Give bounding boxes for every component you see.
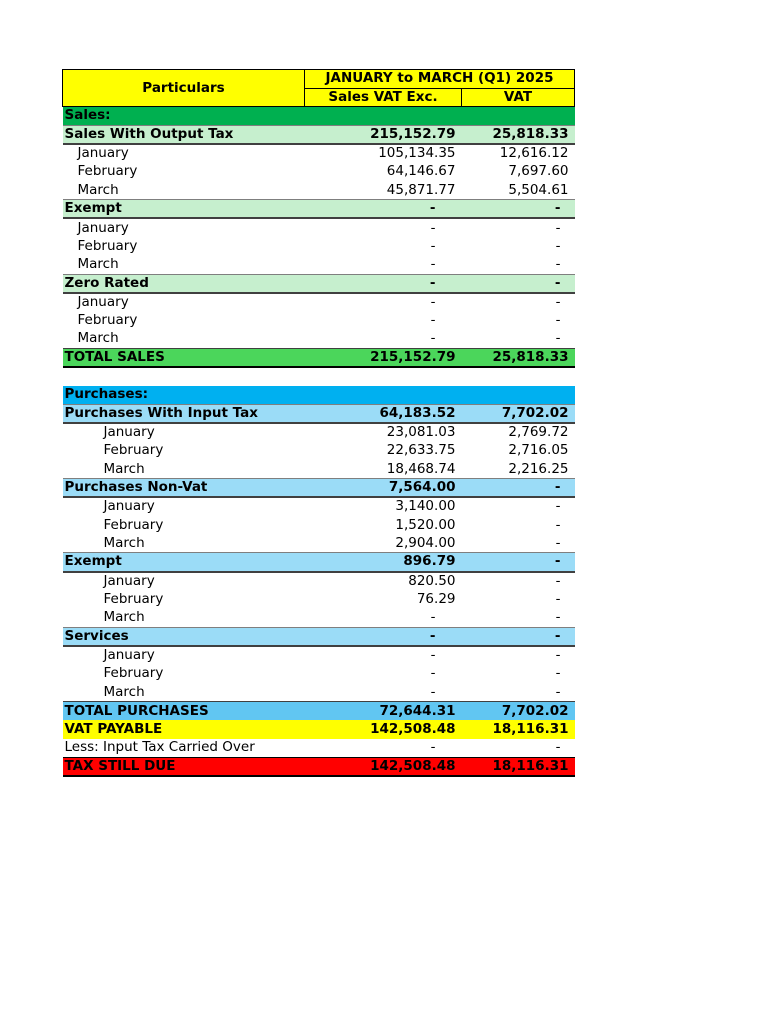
purchases-input-tax-month-row bbox=[63, 423, 575, 442]
row-amount: - bbox=[305, 200, 462, 219]
row-label: February bbox=[77, 237, 138, 254]
row-label: Zero Rated bbox=[63, 274, 305, 293]
row-label: Services bbox=[63, 627, 305, 646]
row-label: January bbox=[77, 293, 129, 310]
row-amount: 45,871.77 bbox=[386, 181, 456, 198]
row-vat: - bbox=[462, 553, 575, 572]
sales-output-tax-month-row bbox=[63, 181, 575, 200]
sales-zero-rated-group-row bbox=[63, 274, 575, 293]
row-vat: 25,818.33 bbox=[462, 125, 575, 144]
row-vat: - bbox=[555, 647, 561, 664]
purchases-input-tax-month-row bbox=[63, 460, 575, 479]
row-amount: 64,146.67 bbox=[386, 163, 456, 180]
row-amount: 215,152.79 bbox=[305, 125, 462, 144]
row-label: February bbox=[103, 516, 164, 533]
row-amount: 820.50 bbox=[408, 572, 456, 589]
row-amount: 22,633.75 bbox=[386, 442, 456, 459]
row-amount: - bbox=[430, 219, 436, 236]
row-vat: - bbox=[555, 739, 561, 756]
row-label: Purchases With Input Tax bbox=[63, 404, 305, 423]
row-label: January bbox=[103, 424, 155, 441]
row-amount: 896.79 bbox=[305, 553, 462, 572]
purchases-services-month-row bbox=[63, 646, 575, 665]
row-amount: - bbox=[305, 627, 462, 646]
row-vat: - bbox=[555, 590, 561, 607]
row-amount: - bbox=[430, 739, 436, 756]
row-label: January bbox=[77, 219, 129, 236]
row-label: March bbox=[103, 534, 145, 551]
row-label: Purchases Non-Vat bbox=[63, 479, 305, 498]
row-amount: 142,508.48 bbox=[305, 757, 462, 776]
row-vat: - bbox=[555, 330, 561, 347]
sales-output-tax-month-row bbox=[63, 162, 575, 181]
sales-section-header bbox=[63, 107, 575, 126]
row-amount: 76.29 bbox=[416, 590, 456, 607]
total-purchases-row bbox=[63, 702, 575, 721]
row-label: January bbox=[77, 145, 129, 162]
row-label: February bbox=[77, 163, 138, 180]
row-vat: 5,504.61 bbox=[508, 181, 569, 198]
row-vat: - bbox=[555, 683, 561, 700]
total-sales-row bbox=[63, 348, 575, 367]
row-amount: 215,152.79 bbox=[305, 348, 462, 367]
row-amount: - bbox=[430, 647, 436, 664]
row-amount: 142,508.48 bbox=[305, 720, 462, 739]
purchases-non-vat-group-row bbox=[63, 479, 575, 498]
row-vat: - bbox=[555, 534, 561, 551]
header-vat: VAT bbox=[462, 88, 575, 107]
row-vat: - bbox=[555, 609, 561, 626]
header-row-period bbox=[63, 70, 575, 89]
purchases-exempt-month-row bbox=[63, 572, 575, 591]
row-vat: - bbox=[555, 665, 561, 682]
row-vat: - bbox=[462, 200, 575, 219]
purchases-non-vat-month-row bbox=[63, 516, 575, 535]
row-label: March bbox=[77, 181, 119, 198]
row-vat: - bbox=[462, 274, 575, 293]
sales-zero-rated-month-row bbox=[63, 330, 575, 349]
row-label: February bbox=[103, 442, 164, 459]
row-vat: - bbox=[555, 293, 561, 310]
row-vat: - bbox=[555, 255, 561, 272]
row-amount: 23,081.03 bbox=[386, 424, 456, 441]
row-label: VAT PAYABLE bbox=[63, 720, 305, 739]
purchases-input-tax-month-row bbox=[63, 441, 575, 460]
row-amount: - bbox=[430, 255, 436, 272]
row-label: January bbox=[103, 647, 155, 664]
row-amount: 72,644.31 bbox=[305, 702, 462, 721]
purchases-non-vat-month-row bbox=[63, 497, 575, 516]
row-vat: - bbox=[462, 627, 575, 646]
row-vat: 18,116.31 bbox=[462, 757, 575, 776]
row-label: March bbox=[103, 609, 145, 626]
row-vat: 2,216.25 bbox=[508, 460, 569, 477]
row-label: February bbox=[103, 665, 164, 682]
vat-summary-body bbox=[63, 70, 575, 777]
section-title: Purchases: bbox=[63, 386, 575, 405]
row-amount: - bbox=[430, 665, 436, 682]
spacer-row bbox=[63, 367, 575, 386]
sales-output-tax-month-row bbox=[63, 144, 575, 163]
vat-summary-table bbox=[62, 69, 575, 777]
row-label: March bbox=[77, 330, 119, 347]
row-amount: - bbox=[430, 683, 436, 700]
row-vat: 7,702.02 bbox=[462, 404, 575, 423]
purchases-services-month-row bbox=[63, 665, 575, 684]
purchases-input-tax-group-row bbox=[63, 404, 575, 423]
row-label: Less: Input Tax Carried Over bbox=[64, 739, 255, 756]
sales-zero-rated-month-row bbox=[63, 293, 575, 312]
section-title: Sales: bbox=[63, 107, 575, 126]
row-vat: - bbox=[555, 498, 561, 515]
sales-output-tax-group-row bbox=[63, 125, 575, 144]
purchases-non-vat-month-row bbox=[63, 534, 575, 553]
row-label: March bbox=[103, 683, 145, 700]
sales-exempt-month-row bbox=[63, 255, 575, 274]
purchases-exempt-group-row bbox=[63, 553, 575, 572]
row-vat: 18,116.31 bbox=[462, 720, 575, 739]
purchases-section-header bbox=[63, 386, 575, 405]
row-label: March bbox=[103, 460, 145, 477]
row-vat: 12,616.12 bbox=[499, 145, 569, 162]
row-amount: 1,520.00 bbox=[395, 516, 456, 533]
row-label: March bbox=[77, 255, 119, 272]
row-amount: 64,183.52 bbox=[305, 404, 462, 423]
sales-exempt-month-row bbox=[63, 237, 575, 256]
row-label: Exempt bbox=[63, 553, 305, 572]
row-label: January bbox=[103, 572, 155, 589]
row-amount: - bbox=[430, 330, 436, 347]
row-label: February bbox=[103, 590, 164, 607]
row-vat: - bbox=[555, 219, 561, 236]
row-vat: - bbox=[555, 572, 561, 589]
tax-still-due-row bbox=[63, 757, 575, 776]
row-vat: 7,702.02 bbox=[462, 702, 575, 721]
row-amount: - bbox=[430, 237, 436, 254]
input-tax-carried-over-row bbox=[63, 739, 575, 758]
row-amount: - bbox=[430, 312, 436, 329]
header-sales-vat-exc: Sales VAT Exc. bbox=[305, 88, 462, 107]
purchases-exempt-month-row bbox=[63, 609, 575, 628]
row-label: Sales With Output Tax bbox=[63, 125, 305, 144]
purchases-services-group-row bbox=[63, 627, 575, 646]
row-amount: 2,904.00 bbox=[395, 534, 456, 551]
spacer-cell bbox=[63, 367, 575, 386]
row-vat: - bbox=[555, 237, 561, 254]
row-amount: 3,140.00 bbox=[395, 498, 456, 515]
row-vat: 25,818.33 bbox=[462, 348, 575, 367]
row-label: February bbox=[77, 312, 138, 329]
row-amount: - bbox=[430, 609, 436, 626]
row-amount: 18,468.74 bbox=[386, 460, 456, 477]
row-label: TAX STILL DUE bbox=[63, 757, 305, 776]
row-vat: 2,769.72 bbox=[508, 424, 569, 441]
purchases-exempt-month-row bbox=[63, 590, 575, 609]
vat-payable-row bbox=[63, 720, 575, 739]
purchases-services-month-row bbox=[63, 683, 575, 702]
sales-zero-rated-month-row bbox=[63, 311, 575, 330]
row-amount: 7,564.00 bbox=[305, 479, 462, 498]
header-period: JANUARY to MARCH (Q1) 2025 bbox=[305, 70, 575, 89]
row-amount: 105,134.35 bbox=[378, 145, 456, 162]
row-label: Exempt bbox=[63, 200, 305, 219]
row-vat: 7,697.60 bbox=[508, 163, 569, 180]
row-vat: 2,716.05 bbox=[508, 442, 569, 459]
row-vat: - bbox=[555, 516, 561, 533]
row-label: January bbox=[103, 498, 155, 515]
sales-exempt-group-row bbox=[63, 200, 575, 219]
sales-exempt-month-row bbox=[63, 218, 575, 237]
row-amount: - bbox=[430, 293, 436, 310]
header-particulars: Particulars bbox=[63, 70, 305, 107]
row-vat: - bbox=[555, 312, 561, 329]
row-label: TOTAL PURCHASES bbox=[63, 702, 305, 721]
row-amount: - bbox=[305, 274, 462, 293]
row-vat: - bbox=[462, 479, 575, 498]
row-label: TOTAL SALES bbox=[63, 348, 305, 367]
